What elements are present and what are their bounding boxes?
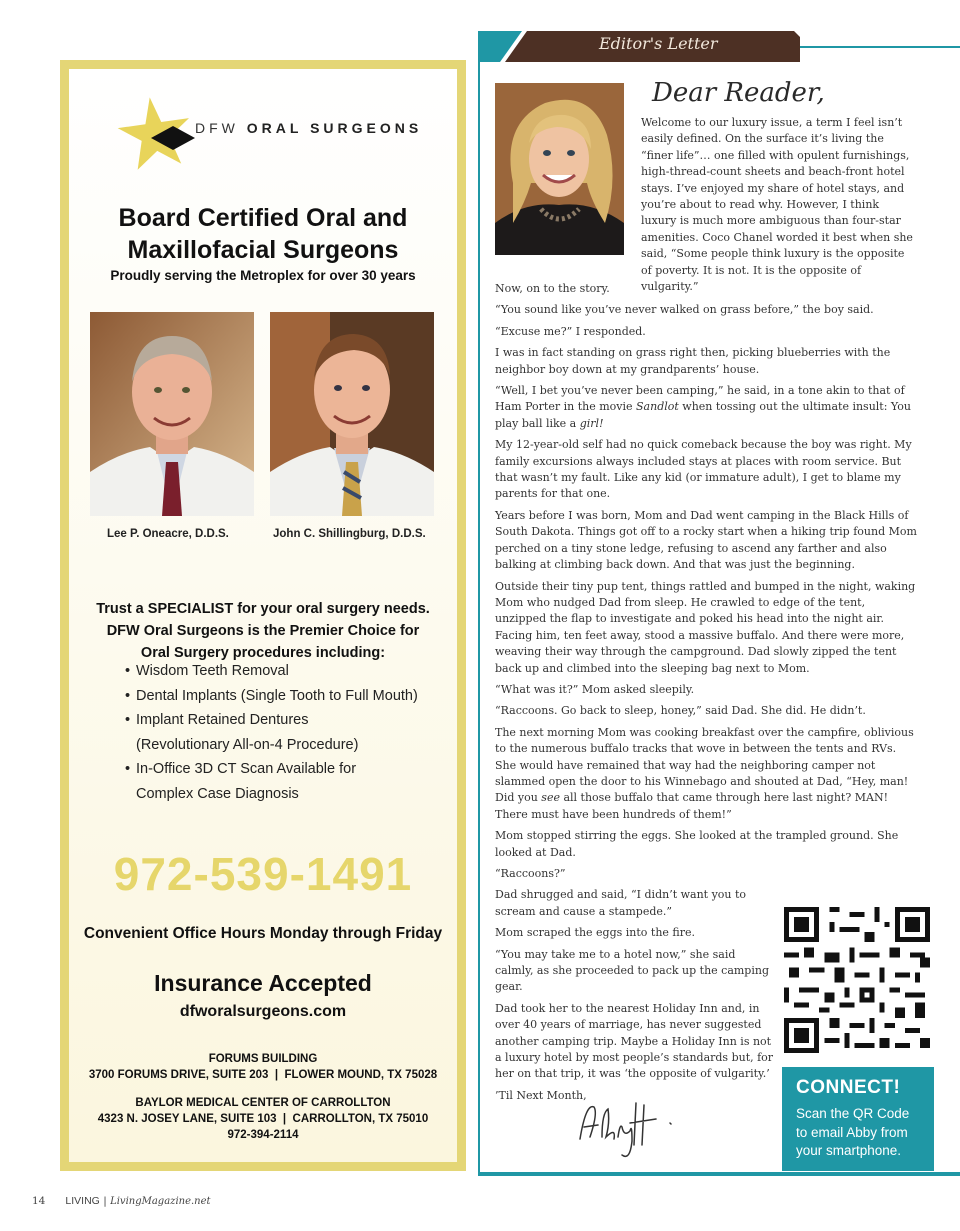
signoff: ’Til Next Month, <box>495 1088 587 1102</box>
service-text: In-Office 3D CT Scan Available for <box>136 761 357 778</box>
paragraph: I was in fact standing on grass right then, picking blueberries with the neighbor boy down at my grandparents’ house. <box>495 346 891 376</box>
movie-title: Sandlot <box>636 400 679 414</box>
service-text: (Revolutionary All-on-4 Procedure) <box>136 736 359 753</box>
page-footer <box>32 1195 211 1207</box>
location-name: FORUMS BUILDING <box>208 1053 318 1065</box>
bullet: • <box>125 761 131 778</box>
paragraph: “You sound like you’ve never walked on grass before,” the boy said. <box>495 303 874 317</box>
separator: | <box>282 1113 287 1125</box>
location-street: 3700 FORUMS DRIVE, SUITE 203 <box>88 1069 269 1081</box>
text-run: all those buffalo that came through here last night? MAN! There must have been hundreds of them!” <box>495 791 888 821</box>
doctor-photo-shillingburg <box>270 312 434 516</box>
logo-wordmark <box>195 120 422 136</box>
magazine-name: LIVING <box>65 1195 100 1207</box>
connect-text <box>796 1105 934 1161</box>
office-hours: Convenient Office Hours Monday through Friday <box>83 925 443 942</box>
text-run: “Well, I bet you’ve never been camping,” he said, in a tone akin to that of Ham Porter in the movie <box>495 384 905 414</box>
location-street: 4323 N. JOSEY LANE, SUITE 103 <box>97 1113 277 1125</box>
star-logo-icon <box>111 95 441 179</box>
paragraph: Dad shrugged and said, “I didn’t want you to scream and cause a stampede.” <box>495 888 747 918</box>
ad-phone-number: 972-539-1491 <box>113 848 413 900</box>
paragraph: Mom stopped stirring the eggs. She looked at the trampled ground. She looked at Dad. <box>495 829 899 859</box>
ad-website: dfworalsurgeons.com <box>179 1003 347 1020</box>
ad-headline <box>69 202 457 266</box>
trust-line: DFW Oral Surgeons is the Premier Choice for <box>106 623 420 639</box>
bullet: • <box>125 687 131 704</box>
letter-intro: Welcome to our luxury issue, a term I feel isn’t easily defined. On the surface it’s living the “finer life”… one filled with opulent furnishings, high-thread-count sheets and beach-front hotel stays. I’ve enjoyed my share of hotel stays, and you’re about to read why. However, I think luxury is much more ambiguous than four-star amenities. Coco Chanel worded it best when she said, “Some people think luxury is the opposite of poverty. It is not. It is the opposite of vulgarity.” <box>641 116 913 294</box>
paragraph: “Raccoons. Go back to sleep, honey,” said Dad. She did. He didn’t. <box>495 704 866 718</box>
separator: | <box>274 1069 279 1081</box>
list-item <box>125 708 418 757</box>
doctor-caption: Lee P. Oneacre, D.D.S. <box>107 528 229 540</box>
headline-line: Board Certified Oral and <box>118 204 408 232</box>
location-baylor <box>69 1095 457 1143</box>
bullet: • <box>125 712 131 729</box>
paragraph: Now, on to the story. <box>495 282 610 295</box>
trust-line: Trust a SPECIALIST for your oral surgery needs. <box>96 601 430 617</box>
paragraph <box>495 725 917 823</box>
logo-name: ORAL SURGEONS <box>246 120 423 136</box>
location-name: BAYLOR MEDICAL CENTER OF CARROLLTON <box>135 1097 391 1109</box>
services-list <box>125 659 418 807</box>
page-number: 14 <box>32 1195 46 1207</box>
trust-statement <box>69 598 457 664</box>
insurance-accepted: Insurance Accepted <box>154 970 372 996</box>
location-city: FLOWER MOUND, TX 75028 <box>284 1069 438 1081</box>
service-text: Complex Case Diagnosis <box>136 785 299 802</box>
logo-prefix: DFW <box>195 120 239 136</box>
emphasis: girl! <box>579 416 604 430</box>
service-text: Dental Implants (Single Tooth to Full Mouth) <box>136 687 418 704</box>
location-forums <box>69 1051 457 1083</box>
trust-line: Oral Surgery procedures including: <box>140 645 386 661</box>
editor-portrait <box>495 83 624 255</box>
paragraph: Outside their tiny pup tent, things rattled and bumped in the night, waking Mom who nudged Dad from sleep. He crawled to edge of the tent, unzipped the flap to investigate and poked his head into the night air. Facing him, ten feet away, stood a massive buffalo. And there were more, weaving their way through the campground. Dad slowly zipped the tent back up and climbed into the sleeping bag next to Mom. <box>495 579 916 675</box>
paragraph: My 12-year-old self had no quick comeback because the boy was right. My family excursions always included stays at places with room service. But that wasn’t my fault. Like any kid (or immature adult), I get to blame my parents for that one. <box>495 438 912 501</box>
paragraph: Years before I was born, Mom and Dad went camping in the Black Hills of South Dakota. Things got off to a rocky start when a hiking trip found Mom perched on a tiny stone ledge, refusing to ascend any farther and also balking at climbing back down. And that was just the beginning. <box>495 508 917 572</box>
editors-letter-banner <box>478 31 960 62</box>
list-item <box>125 684 418 709</box>
paragraph: Mom scraped the eggs into the fire. <box>495 926 696 940</box>
headline-line: Maxillofacial Surgeons <box>127 236 399 264</box>
text-run: The next morning Mom was cooking breakfast over the campfire, oblivious to the numerous buffalo tracks that wove in between the tents and RVs. She would have remained that way had the neighboring camper not slammed open the door to his Winnebago and shouted at Dad, “Hey, man! Did you <box>495 725 914 805</box>
qr-code[interactable] <box>784 907 930 1053</box>
connect-box <box>782 1067 934 1171</box>
paragraph: “Raccoons?” <box>495 867 566 880</box>
connect-line: to email Abby from <box>796 1124 908 1140</box>
text-run: when tossing out the ultimate insult: You play ball like a <box>495 400 911 430</box>
service-text: Wisdom Teeth Removal <box>136 663 289 679</box>
paragraph: “Excuse me?” I responded. <box>495 324 646 338</box>
dfw-oral-surgeons-ad <box>60 60 466 1171</box>
letter-greeting: Dear Reader, <box>652 78 825 108</box>
magazine-site: LivingMagazine.net <box>110 1196 211 1207</box>
section-label: Editor's Letter <box>599 34 718 53</box>
editor-signature <box>572 1093 682 1163</box>
list-item <box>125 659 418 684</box>
bullet: • <box>125 663 131 679</box>
emphasis: see <box>541 791 560 805</box>
connect-line: your smartphone. <box>796 1143 902 1158</box>
paragraph: Dad took her to the nearest Holiday Inn and, in over 40 years of marriage, has never suggested another camping trip. Maybe a Holiday Inn is not a luxury hotel by most people’s standards but, for her on that trip, it was ‘the opposite of vulgarity.’ <box>495 1001 774 1081</box>
connect-title: CONNECT! <box>796 1077 901 1098</box>
location-city: CARROLLTON, TX 75010 <box>292 1113 429 1125</box>
separator: | <box>103 1195 107 1207</box>
service-text: Implant Retained Dentures <box>136 712 309 729</box>
paragraph <box>495 383 917 432</box>
doctor-caption: John C. Shillingburg, D.D.S. <box>273 528 426 540</box>
paragraph: “What was it?” Mom asked sleepily. <box>495 682 695 696</box>
list-item <box>125 757 418 806</box>
doctor-photo-oneacre <box>90 312 254 516</box>
location-phone: 972-394-2114 <box>227 1129 299 1141</box>
paragraph: “You may take me to a hotel now,” she said calmly, as she proceeded to pack up the camping gear. <box>495 947 769 994</box>
connect-line: Scan the QR Code <box>796 1106 910 1121</box>
ad-subheadline: Proudly serving the Metroplex for over 30 years <box>110 268 416 283</box>
